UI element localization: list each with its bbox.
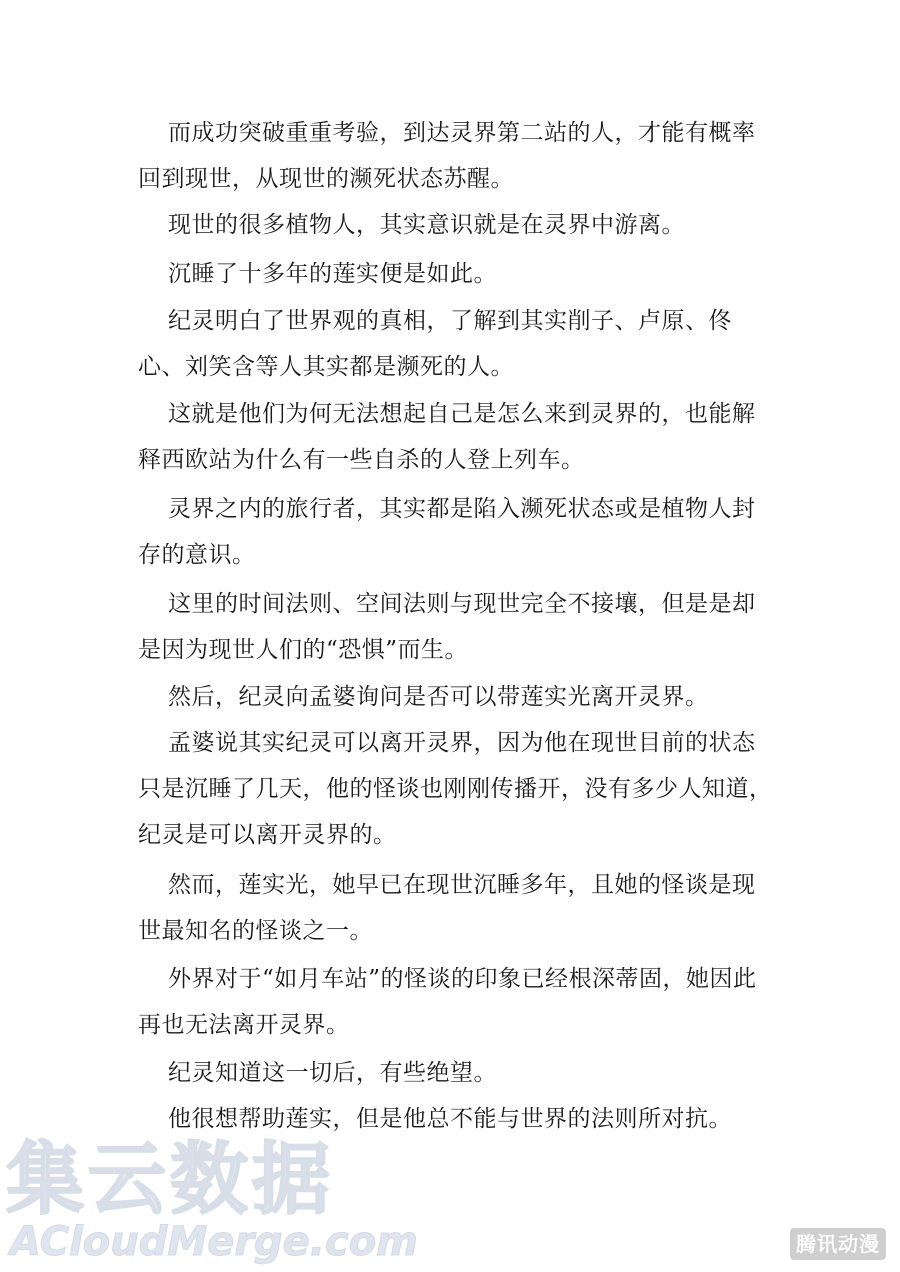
paragraph-10: 然而，莲实光，她早已在现世沉睡多年，且她的怪谈是现世最知名的怪谈之一。 bbox=[138, 872, 756, 944]
paragraph-1: 而成功突破重重考验，到达灵界第二站的人，才能有概率回到现世，从现世的濒死状态苏醒。 bbox=[138, 120, 756, 192]
paragraph-7: 这里的时间法则、空间法则与现世完全不接壤，但是是却是因为现世人们的“恐惧”而生。 bbox=[138, 591, 756, 663]
paragraph-11: 外界对于“如月车站”的怪谈的印象已经根深蒂固，她因此再也无法离开灵界。 bbox=[138, 966, 757, 1038]
paragraph-3: 沉睡了十多年的莲实便是如此。 bbox=[168, 261, 497, 287]
paragraph-4: 纪灵明白了世界观的真相，了解到其实削子、卢原、佟心、刘笑含等人其实都是濒死的人。 bbox=[138, 308, 732, 380]
paragraph-5: 这就是他们为何无法想起自己是怎么来到灵界的，也能解释西欧站为什么有一些自杀的人登上列车。 bbox=[138, 401, 756, 473]
paragraph-6: 灵界之内的旅行者，其实都是陷入濒死状态或是植物人封存的意识。 bbox=[138, 496, 756, 568]
paragraph-13: 他很想帮助莲实，但是他总不能与世界的法则所对抗。 bbox=[168, 1106, 732, 1132]
site-watermark bbox=[6, 1135, 418, 1268]
paragraph-12: 纪灵知道这一切后，有些绝望。 bbox=[168, 1060, 497, 1086]
watermark-english-text: ACloudMerge.com bbox=[10, 1219, 418, 1265]
paragraph-2: 现世的很多植物人，其实意识就是在灵界中游离。 bbox=[168, 212, 685, 238]
paragraph-8: 然后，纪灵向孟婆询问是否可以带莲实光离开灵界。 bbox=[168, 684, 709, 710]
publisher-logo: 腾讯动漫 bbox=[790, 1228, 886, 1260]
paragraph-9: 孟婆说其实纪灵可以离开灵界，因为他在现世目前的状态只是沉睡了几天，他的怪谈也刚刚传播开，没有多少人知道，纪灵是可以离开灵界的。 bbox=[138, 730, 773, 848]
watermark-chinese-text: 集云数据 bbox=[6, 1135, 335, 1225]
